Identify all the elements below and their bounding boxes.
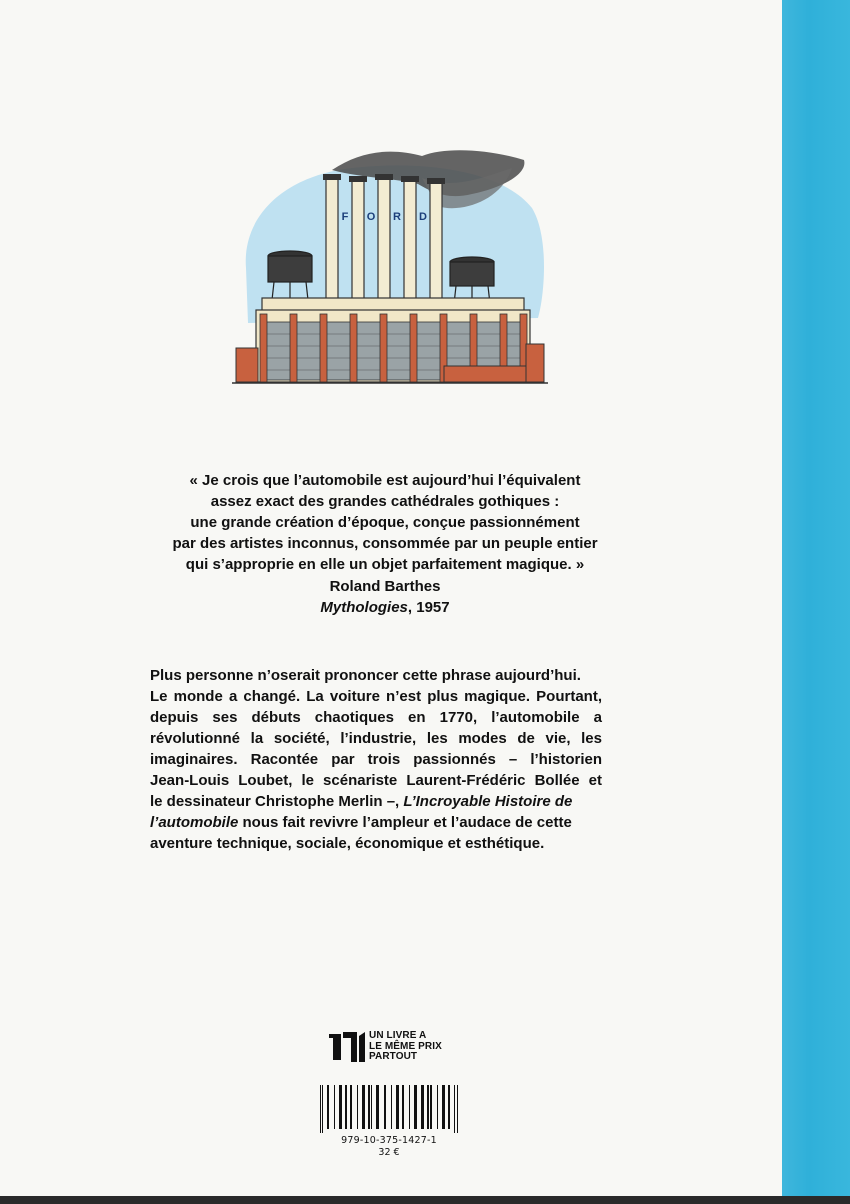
barcode-bar — [427, 1085, 429, 1129]
blurb-line: Jean-Louis Loubet, le scénariste Laurent-Frédéric Bollée et — [150, 772, 602, 789]
barcode-bar — [457, 1085, 458, 1133]
barcode-bar — [320, 1085, 321, 1133]
barcode-bar — [454, 1085, 455, 1133]
barcode-bar — [402, 1085, 404, 1129]
barcode-bar — [371, 1085, 372, 1129]
blurb-line: révolutionné la société, l’industrie, les modes de vie, les — [150, 730, 602, 747]
quote-source-title: Mythologies — [320, 599, 408, 616]
chimney-letter: F — [341, 211, 349, 223]
chimney-letter: O — [366, 211, 376, 223]
barcode-bar — [339, 1085, 342, 1129]
barcode-bar — [334, 1085, 335, 1129]
logo-line: PARTOUT — [369, 1051, 418, 1062]
barcode-bar — [368, 1085, 370, 1129]
barcode-bar — [357, 1085, 358, 1129]
barcode-bar — [345, 1085, 347, 1129]
barcode-bar — [391, 1085, 392, 1129]
blurb-line: imaginaires. Racontée par trois passionnés – l’historien — [150, 751, 602, 768]
barcode-bar — [414, 1085, 417, 1129]
blurb-text: nous fait revivre l’ampleur et l’audace de cette — [238, 814, 572, 831]
blurb-line: depuis ses débuts chaotiques en 1770, l’automobile a — [150, 709, 602, 726]
book-title-italic: l’automobile — [150, 814, 239, 831]
blurb-line: Le monde a changé. La voiture n’est plus magique. Pourtant, — [150, 688, 602, 705]
barcode-bar — [362, 1085, 365, 1129]
bottom-scan-edge — [0, 1196, 850, 1204]
quote-line: une grande création d’époque, conçue passionnément — [190, 514, 580, 531]
logo-line: UN LIVRE A — [369, 1030, 427, 1041]
barcode-bar — [409, 1085, 410, 1129]
barcode-bar — [421, 1085, 424, 1129]
barcode-bar — [448, 1085, 450, 1129]
blurb-text: le dessinateur Christophe Merlin –, — [150, 793, 404, 810]
quote-line: assez exact des grandes cathédrales gothiques : — [210, 493, 560, 510]
barcode-bar — [442, 1085, 445, 1129]
book-price-icon — [327, 1030, 367, 1064]
barcode-bar — [430, 1085, 432, 1129]
brick-annex-left — [236, 348, 258, 382]
barcode-bar — [396, 1085, 399, 1129]
cover-spine-edge — [782, 0, 850, 1204]
barcode-bar — [437, 1085, 438, 1129]
quote-line: par des artistes inconnus, consommée par un peuple entier — [172, 535, 598, 552]
blurb-line: aventure technique, sociale, économique et esthétique. — [150, 835, 545, 852]
logo-text — [369, 1031, 442, 1063]
isbn-number: 979-10-375-1427-1 — [341, 1135, 437, 1146]
barcode-bar — [350, 1085, 352, 1129]
prix-unique-logo — [327, 1030, 467, 1064]
barcode-bar — [384, 1085, 386, 1129]
quote-line: « Je crois que l’automobile est aujourd’hui l’équivalent — [189, 472, 581, 489]
isbn-barcode — [318, 1085, 460, 1133]
ford-factory-illustration — [232, 148, 548, 388]
blurb-line — [150, 812, 602, 833]
barthes-quote — [150, 470, 620, 618]
barcode-bar — [327, 1085, 329, 1129]
quote-source-year: , 1957 — [407, 599, 450, 616]
quote-line: qui s’approprie en elle un objet parfaitement magique. » — [185, 556, 585, 573]
chimney-letter: R — [393, 211, 401, 223]
quote-author: Roland Barthes — [329, 578, 441, 595]
logo-line: LE MÊME PRIX — [369, 1040, 442, 1052]
book-blurb — [150, 665, 602, 854]
book-price: 32 € — [378, 1147, 400, 1158]
blurb-line: Plus personne n’oserait prononcer cette phrase aujourd’hui. — [150, 667, 581, 684]
book-title-italic: L’Incroyable Histoire de — [403, 793, 573, 810]
barcode-bar — [322, 1085, 323, 1133]
blurb-line — [150, 791, 602, 812]
chimney-letter: D — [419, 211, 427, 223]
quote-source — [150, 597, 620, 618]
barcode-bar — [376, 1085, 379, 1129]
